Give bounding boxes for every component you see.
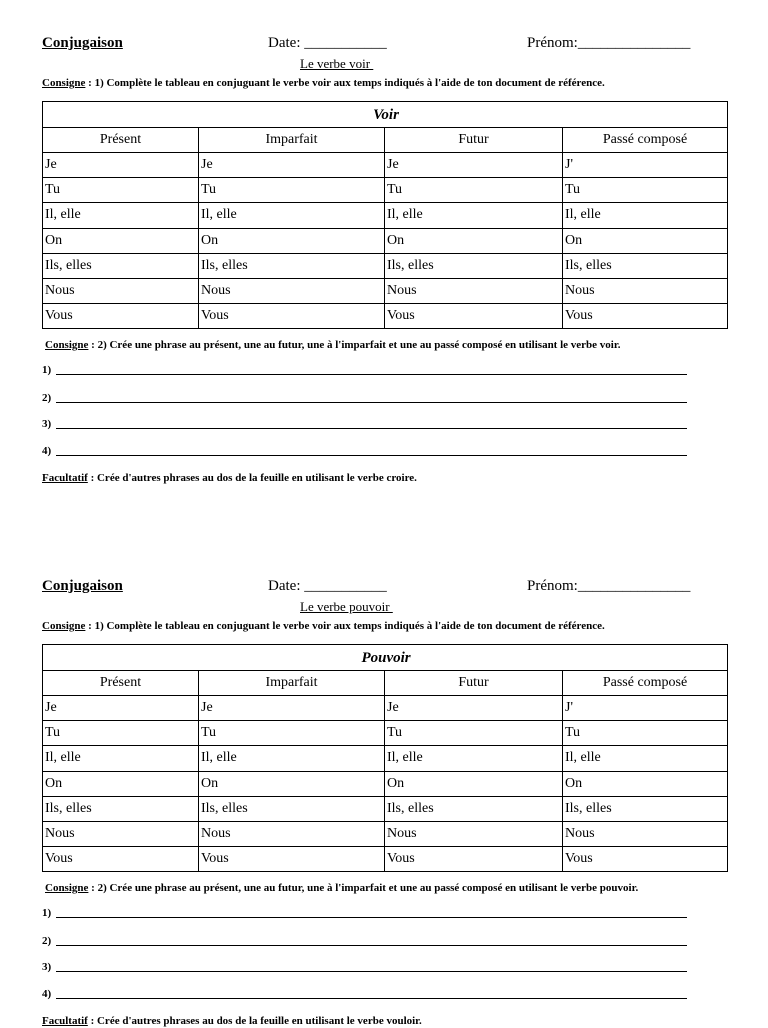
answer-line-4[interactable] <box>42 444 54 458</box>
table-row <box>43 796 728 821</box>
table-cell: Vous <box>199 846 385 871</box>
worksheet-title: Conjugaison <box>42 578 123 594</box>
table-cell: Tu <box>385 178 563 203</box>
table-cell: Nous <box>385 821 563 846</box>
instruction-label: Consigne <box>45 339 89 351</box>
table-cell: Ils, elles <box>199 796 385 821</box>
instruction-text: : 1) Complète le tableau en conjuguant le verbe voir aux temps indiqués à l'aide de ton document de référence. <box>85 620 605 632</box>
instruction-1 <box>42 76 605 90</box>
table-cell: Nous <box>199 278 385 303</box>
table-cell: Tu <box>563 721 728 746</box>
answer-line-1[interactable] <box>42 363 54 377</box>
answer-rule <box>56 374 687 375</box>
answer-rule <box>56 917 687 918</box>
table-row <box>43 746 728 771</box>
table-cell: On <box>385 771 563 796</box>
table-cell: Ils, elles <box>43 253 199 278</box>
answer-line-4[interactable] <box>42 987 54 1001</box>
verb-subtitle: Le verbe pouvoir <box>300 599 393 614</box>
worksheet-title: Conjugaison <box>42 35 123 51</box>
table-cell: Il, elle <box>385 203 563 228</box>
answer-number: 3) <box>42 418 52 430</box>
table-row <box>43 846 728 871</box>
table-cell: Ils, elles <box>385 253 563 278</box>
table-cell: Ils, elles <box>563 253 728 278</box>
table-cell: Vous <box>563 846 728 871</box>
table-cell: Nous <box>563 278 728 303</box>
instruction-2 <box>45 881 638 895</box>
instruction-text: : 2) Crée une phrase au présent, une au futur, une à l'imparfait et une au passé composé en utilisant le verbe pouvoir. <box>88 882 639 894</box>
firstname-field: Prénom:_______________ <box>527 578 691 594</box>
tense-header-passe-compose: Passé composé <box>563 128 728 153</box>
table-cell: Tu <box>43 178 199 203</box>
table-row <box>43 303 728 328</box>
optional-label: Facultatif <box>42 1015 88 1027</box>
answer-rule <box>56 945 687 946</box>
table-cell: Je <box>199 153 385 178</box>
answer-rule <box>56 455 687 456</box>
date-field: Date: ___________ <box>268 578 387 594</box>
table-verb-heading: Pouvoir <box>43 645 728 671</box>
table-cell: On <box>563 228 728 253</box>
instruction-text: : 2) Crée une phrase au présent, une au futur, une à l'imparfait et une au passé composé en utilisant le verbe voir. <box>88 339 621 351</box>
table-row <box>43 821 728 846</box>
tense-header-futur: Futur <box>385 128 563 153</box>
table-cell: On <box>385 228 563 253</box>
table-cell: J' <box>563 153 728 178</box>
answer-number: 1) <box>42 907 52 919</box>
answer-rule <box>56 971 687 972</box>
table-cell: On <box>199 228 385 253</box>
table-cell: Vous <box>43 303 199 328</box>
tense-header-futur: Futur <box>385 671 563 696</box>
table-cell: Nous <box>43 278 199 303</box>
table-row <box>43 721 728 746</box>
table-cell: Il, elle <box>199 203 385 228</box>
table-cell: Je <box>43 153 199 178</box>
optional-text: : Crée d'autres phrases au dos de la feuille en utilisant le verbe croire. <box>87 472 417 484</box>
table-cell: Il, elle <box>199 746 385 771</box>
instruction-label: Consigne <box>45 882 89 894</box>
table-cell: Je <box>385 696 563 721</box>
table-cell: On <box>43 771 199 796</box>
answer-number: 1) <box>42 364 52 376</box>
optional-instruction <box>42 471 417 485</box>
table-cell: Ils, elles <box>563 796 728 821</box>
table-cell: Vous <box>385 303 563 328</box>
date-field: Date: ___________ <box>268 35 387 51</box>
instruction-text: : 1) Complète le tableau en conjuguant le verbe voir aux temps indiqués à l'aide de ton document de référence. <box>85 77 605 89</box>
tense-header-passe-compose: Passé composé <box>563 671 728 696</box>
answer-number: 3) <box>42 961 52 973</box>
table-cell: Tu <box>199 721 385 746</box>
optional-label: Facultatif <box>42 472 88 484</box>
tense-header-present: Présent <box>43 671 199 696</box>
instruction-2 <box>45 338 620 352</box>
table-cell: Je <box>43 696 199 721</box>
table-cell: Ils, elles <box>385 796 563 821</box>
conjugation-table <box>42 644 728 872</box>
table-cell: On <box>43 228 199 253</box>
answer-number: 2) <box>42 935 52 947</box>
tense-header-present: Présent <box>43 128 199 153</box>
table-cell: Vous <box>385 846 563 871</box>
answer-rule <box>56 998 687 999</box>
verb-subtitle: Le verbe voir <box>300 56 374 71</box>
table-cell: Tu <box>199 178 385 203</box>
table-cell: Il, elle <box>43 746 199 771</box>
answer-number: 4) <box>42 445 52 457</box>
table-cell: Il, elle <box>43 203 199 228</box>
conjugation-table <box>42 101 728 329</box>
table-cell: Nous <box>385 278 563 303</box>
optional-text: : Crée d'autres phrases au dos de la feuille en utilisant le verbe vouloir. <box>87 1015 422 1027</box>
answer-line-1[interactable] <box>42 906 54 920</box>
table-cell: Il, elle <box>563 746 728 771</box>
answer-number: 2) <box>42 392 52 404</box>
answer-line-2[interactable] <box>42 934 54 948</box>
answer-rule <box>56 402 687 403</box>
table-cell: Ils, elles <box>43 796 199 821</box>
instruction-label: Consigne <box>42 77 86 89</box>
instruction-1 <box>42 619 605 633</box>
table-cell: Il, elle <box>385 746 563 771</box>
table-row <box>43 178 728 203</box>
firstname-field: Prénom:_______________ <box>527 35 691 51</box>
answer-rule <box>56 428 687 429</box>
table-cell: On <box>563 771 728 796</box>
table-cell: Tu <box>43 721 199 746</box>
answer-line-3[interactable] <box>42 960 54 974</box>
table-cell: Ils, elles <box>199 253 385 278</box>
tense-header-imparfait: Imparfait <box>199 128 385 153</box>
table-row <box>43 278 728 303</box>
table-row <box>43 153 728 178</box>
table-cell: Nous <box>199 821 385 846</box>
table-cell: Vous <box>199 303 385 328</box>
table-verb-heading: Voir <box>43 102 728 128</box>
table-row <box>43 228 728 253</box>
instruction-label: Consigne <box>42 620 86 632</box>
table-cell: Vous <box>563 303 728 328</box>
table-cell: Nous <box>43 821 199 846</box>
table-cell: Nous <box>563 821 728 846</box>
table-cell: On <box>199 771 385 796</box>
table-cell: Il, elle <box>563 203 728 228</box>
table-cell: J' <box>563 696 728 721</box>
answer-line-2[interactable] <box>42 391 54 405</box>
answer-number: 4) <box>42 988 52 1000</box>
table-cell: Je <box>385 153 563 178</box>
table-row <box>43 203 728 228</box>
table-cell: Vous <box>43 846 199 871</box>
table-cell: Tu <box>385 721 563 746</box>
table-row <box>43 696 728 721</box>
table-cell: Je <box>199 696 385 721</box>
table-row <box>43 253 728 278</box>
table-row <box>43 771 728 796</box>
answer-line-3[interactable] <box>42 417 54 431</box>
optional-instruction <box>42 1014 422 1028</box>
tense-header-imparfait: Imparfait <box>199 671 385 696</box>
table-cell: Tu <box>563 178 728 203</box>
